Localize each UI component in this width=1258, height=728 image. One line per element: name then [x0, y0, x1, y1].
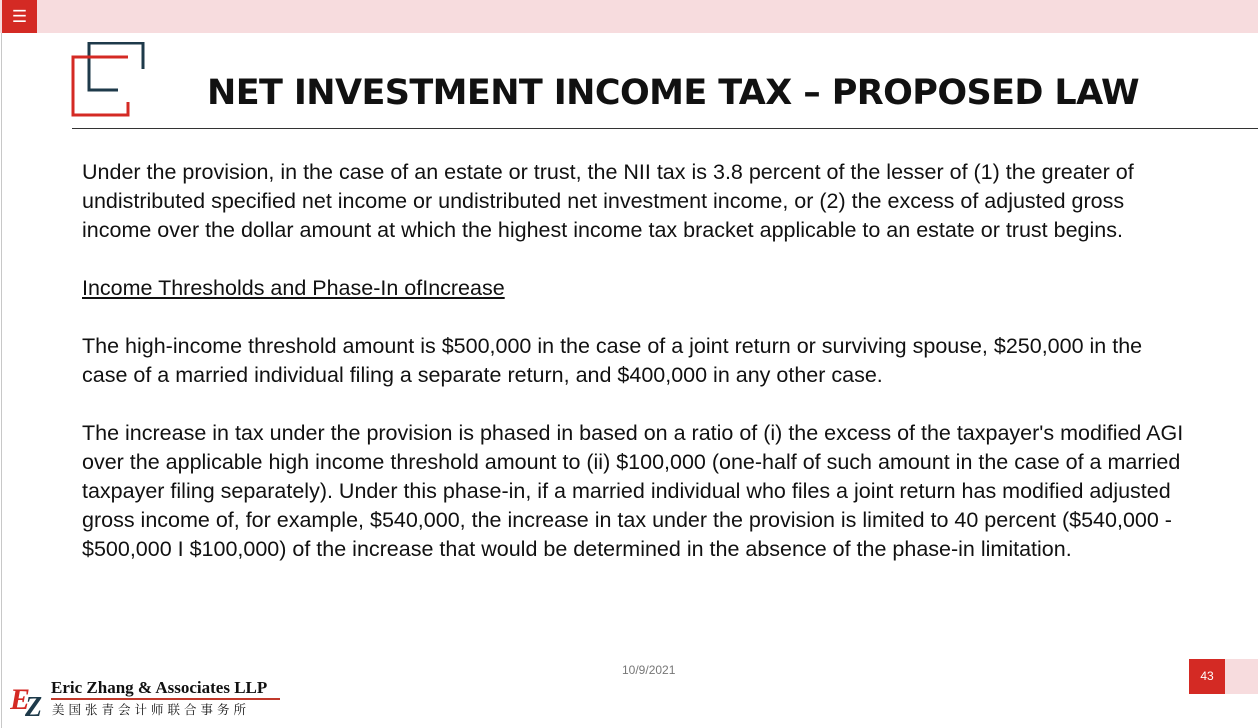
ez-logo-icon [10, 678, 50, 718]
title-divider [72, 128, 1258, 129]
paragraph-estate-trust: Under the provision, in the case of an estate or trust, the NII tax is 3.8 percent of the lesser of (1) the greater of undistributed specified net income or undistributed net investment income, or (2) the excess of adjusted gross income over the dollar amount at which the highest income tax bracket applicable to an estate or trust begins. [82, 160, 1134, 242]
company-name: Eric Zhang & Associates LLP [51, 678, 268, 697]
page-number: 43 [1189, 659, 1225, 694]
hamburger-icon: ☰ [11, 7, 28, 26]
slide-title: NET INVESTMENT INCOME TAX – PROPOSED LAW [207, 73, 1140, 113]
paragraph-phase-in: The increase in tax under the provision is phased in based on a ratio of (i) the excess of the taxpayer's modified AGI over the applicable high income threshold amount to (ii) $100,000 (one-half of such amount in the case of a married taxpayer filing separately). Under this phase-in, if a married individual who files a joint return has modified adjusted gross income of, for example, $540,000, the increase in tax under the provision is limited to 40 percent ($540,000 - $500,000 I $100,000) of the increase that would be determined in the absence of the phase-in limitation. [82, 421, 1184, 561]
page-number-tab [1225, 659, 1258, 694]
svg-text:Z: Z [25, 692, 43, 718]
top-bar [0, 0, 1258, 33]
company-name-chinese: 美国张青会计师联合事务所 [52, 702, 251, 717]
paragraph-thresholds: The high-income threshold amount is $500,000 in the case of a joint return or surviving spouse, $250,000 in the case of a married individual filing a separate return, and $400,000 in any other case. [82, 334, 1143, 387]
svg-text:E: E [10, 683, 31, 716]
bracket-logo-icon [70, 42, 146, 118]
slide-body [82, 158, 1192, 593]
slide-date: 10/9/2021 [622, 663, 676, 677]
company-logo [10, 676, 290, 718]
menu-button[interactable] [2, 0, 37, 33]
slide-left-border [1, 33, 2, 728]
section-subheading: Income Thresholds and Phase-In ofIncrease [82, 276, 505, 300]
